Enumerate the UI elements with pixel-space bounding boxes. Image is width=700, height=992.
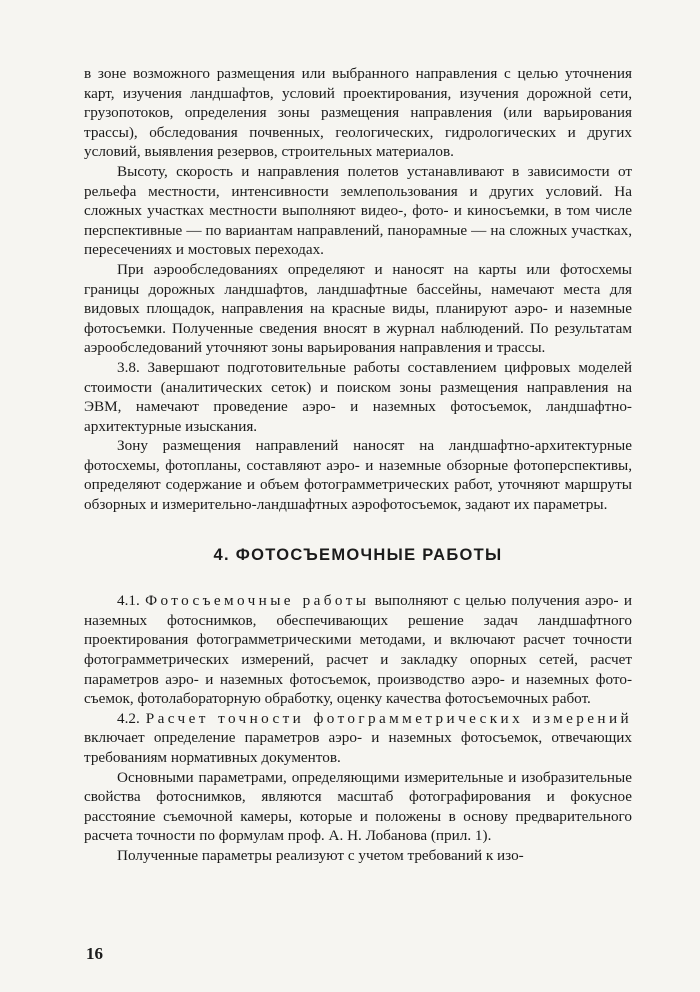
clause-number: 4.1. bbox=[117, 592, 140, 610]
paragraph: в зоне возможного размещения или выбранного направления с целью уточнения карт, изучения ландшафтов, условий проектирования, изучения дорожной сети, грузопотоков, определения зоны размещения направления (или варьирования трассы), обследования почвенных, геологических, гидрологических и других условий, выявления резервов, строительных материалов. bbox=[84, 65, 632, 161]
paragraph-4-2 bbox=[84, 709, 632, 768]
section-title: 4. ФОТОСЪЕМОЧНЫЕ РАБОТЫ bbox=[213, 545, 503, 564]
clause-text: выполняют с целью получения аэро- и наземных фотоснимков, обеспечивающих решение задач ландшафтного проектирования фотограмметрическими методами, и включают расчет точности фотограмметрических измерений, расчет и закладку опорных сетей, расчет параметров аэро- и наземных фотосъемок, производство аэро- и наземных фотосъемок, фотолабораторную обработку, оценку качества фотосъемочных работ. bbox=[84, 592, 632, 708]
clause-text: включает определение параметров аэро- и наземных фотосъемок, отвечающих требованиям нормативных документов. bbox=[84, 729, 632, 766]
paragraph: Высоту, скорость и направления полетов устанавливают в зависимости от рельефа местности, интенсивности землепользования и других условий. На сложных участках местности выполняют видео-, фото- и киносъемки, в том числе перспективные — по вариантам направлений, панорамные — на сложных участках, пересечениях и мостовых переходах. bbox=[84, 162, 632, 259]
clause-term: Расчет точности фотограмметрических измерений bbox=[145, 709, 633, 727]
paragraph: Зону размещения направлений наносят на ландшафтно-архитектурные фотосхемы, фотопланы, составляют аэро- и наземные обзорные фотоперспективы, определяют содержание и объем фотограмметрических работ, уточняют маршруты обзорных и измерительно-ландшафтных аэрофотосъемок, задают их параметры. bbox=[84, 437, 632, 514]
paragraph: 3.8. Завершают подготовительные работы составлением цифровых моделей стоимости (аналитических сеток) и поиском зоны размещения направления на ЭВМ, намечают проведение аэро- и наземных фотосъемок, ландшафтно-архитектурные изыскания. bbox=[84, 358, 632, 435]
paragraph-4-1 bbox=[84, 591, 632, 709]
page-number: 16 bbox=[86, 944, 103, 963]
paragraph: При аэрообследованиях определяют и наносят на карты или фотосхемы границы дорожных ландшафтов, ландшафтные бассейны, намечают места для видовых площадок, направления на красные виды, планируют аэро- и наземные фотосъемки. Полученные сведения вносят в журнал наблюдений. По результатам аэрообследований уточняют зоны варьирования направления и трассы. bbox=[84, 260, 632, 357]
paragraph: Основными параметрами, определяющими измерительные и изобразительные свойства фотоснимков, являются масштаб фотографирования и фокусное расстояние съемочной камеры, которые и положены в основу предварительного расчета точности по формулам проф. А. Н. Лобанова (прил. 1). bbox=[84, 768, 632, 845]
document-page bbox=[84, 64, 632, 866]
clause-number: 4.2. bbox=[117, 709, 140, 727]
clause-term: Фотосъемочные работы bbox=[145, 592, 370, 610]
paragraph: Полученные параметры реализуют с учетом требований к изо- bbox=[117, 846, 524, 864]
